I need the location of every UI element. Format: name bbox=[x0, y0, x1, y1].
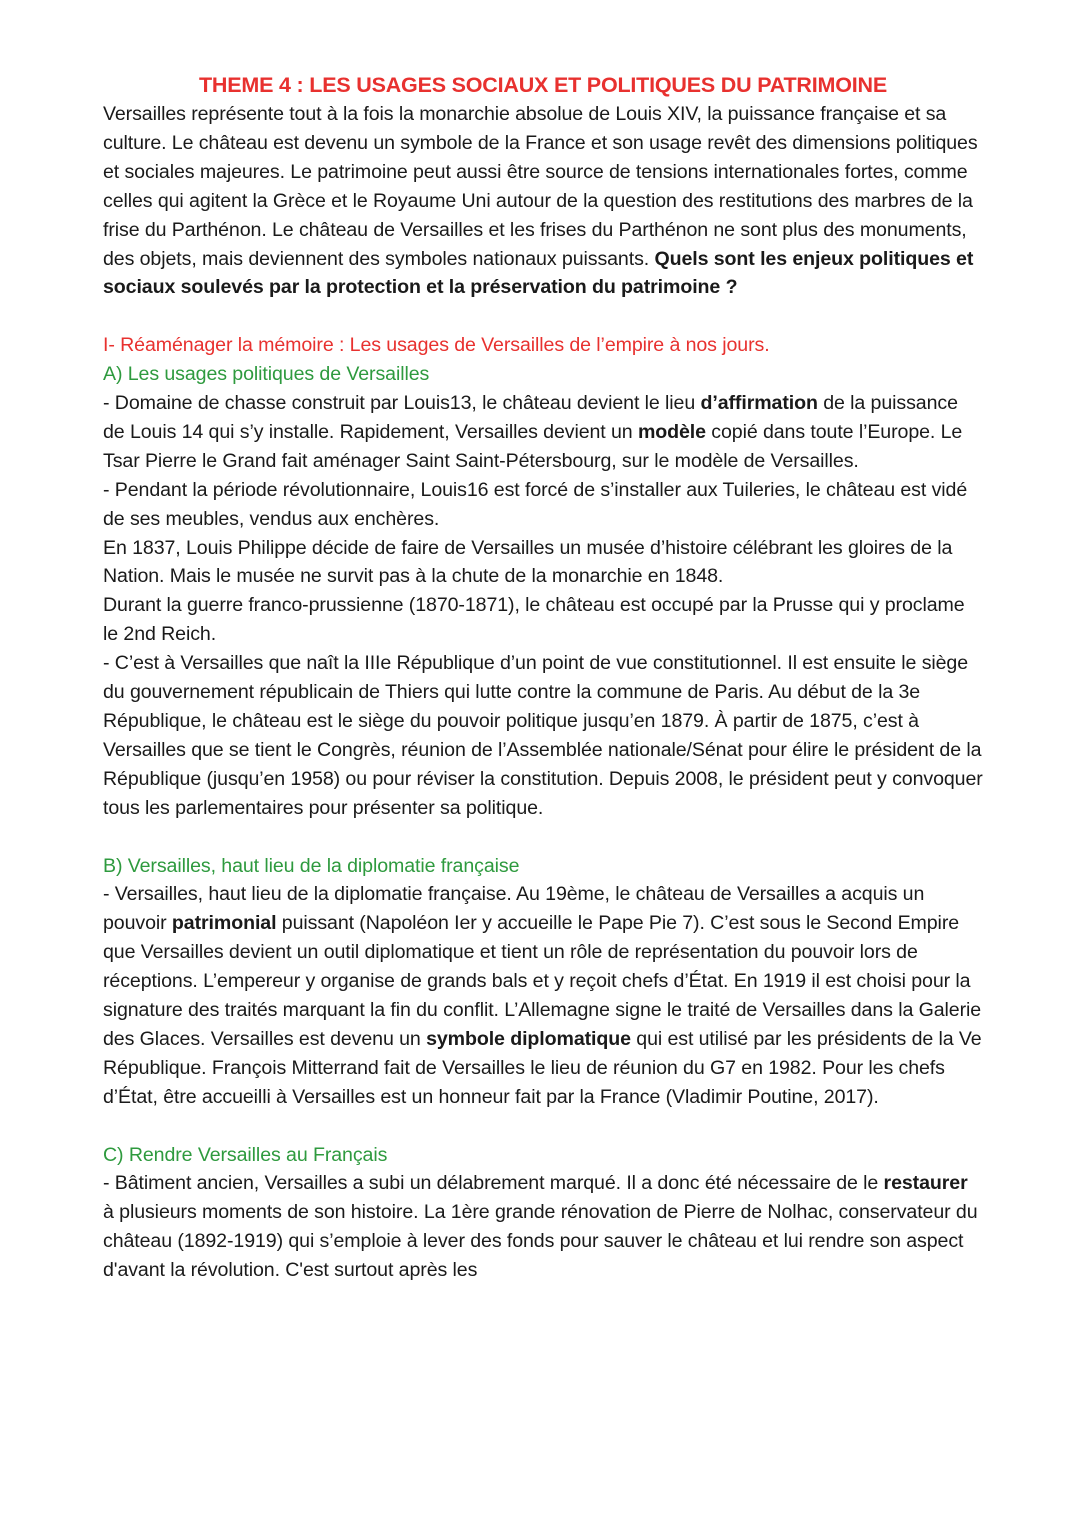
intro-paragraph bbox=[103, 100, 983, 302]
text-run: de la puissance de Louis 14 qui s’y installe. Rapidement, Versailles devient un bbox=[103, 392, 958, 443]
bold-term: patrimonial bbox=[171, 912, 277, 935]
spacer bbox=[103, 1112, 983, 1141]
spacer bbox=[103, 302, 983, 331]
text-run: copié dans toute l’Europe. Le Tsar Pierre le Grand fait aménager Saint Saint-Pétersbourg, sur le modèle de Versailles. bbox=[103, 420, 963, 472]
section-b-heading: B) Versailles, haut lieu de la diplomatie française bbox=[103, 854, 520, 877]
section-a-paragraph-4: Durant la guerre franco-prussienne (1870-1871), le château est occupé par la Prusse qui y proclame le 2nd Reich. bbox=[103, 594, 965, 646]
bold-term: modèle bbox=[637, 420, 706, 443]
bold-term: restaurer bbox=[883, 1172, 968, 1195]
text-run: - Versailles, haut lieu de la diplomatie française. Au 19ème, le château de Versailles a acquis un pouvoir bbox=[103, 883, 925, 935]
part-1-heading: I- Réaménager la mémoire : Les usages de Versailles de l’empire à nos jours. bbox=[103, 334, 770, 357]
section-a-paragraph-2: - Pendant la période révolutionnaire, Louis16 est forcé de s’installer aux Tuileries, le château est vidé de ses meubles, vendus aux enchères. bbox=[103, 478, 968, 530]
text-run: qui est utilisé par les présidents de la Ve République. François Mitterrand fait de Versailles le lieu de réunion du G7 en 1982. Pour les chefs d’État, être accueilli à Versailles est un honneur fait par la France (Vladimir Poutine, 2017). bbox=[103, 1027, 982, 1108]
section-a-paragraph-1 bbox=[103, 389, 983, 476]
document-page bbox=[103, 70, 983, 1285]
intro-question: Quels sont les enjeux politiques et sociaux soulevés par la protection et la préservation du patrimoine ? bbox=[103, 247, 974, 299]
text-run: à plusieurs moments de son histoire. La 1ère grande rénovation de Pierre de Nolhac, conservateur du château (1892-1919) qui s’emploie à lever des fonds pour sauver le château et lui rendre son aspect d'avant la révolution. C'est surtout après les bbox=[103, 1201, 978, 1282]
section-a-heading: A) Les usages politiques de Versailles bbox=[103, 363, 430, 386]
section-b-paragraph bbox=[103, 880, 983, 1111]
section-c-heading: C) Rendre Versailles au Français bbox=[103, 1143, 388, 1166]
bold-term: d’affirmation bbox=[700, 392, 818, 415]
intro-text: Versailles représente tout à la fois la monarchie absolue de Louis XIV, la puissance française et sa culture. Le château est devenu un symbole de la France et son usage revêt des dimensions politiques et sociales majeures. Le patrimoine peut aussi être source de tensions internationales fortes, comme celles qui agitent la Grèce et le Royaume Uni autour de la question des restitutions des marbres de la frise du Parthénon. Le château de Versailles et les frises du Parthénon ne sont plus des monuments, des objets, mais deviennent des symboles nationaux puissants. bbox=[103, 103, 978, 270]
text-run: puissant (Napoléon Ier y accueille le Pape Pie 7). C’est sous le Second Empire que Versailles devient un outil diplomatique et tient un rôle de représentation du pouvoir lors de réceptions. L’empereur y organise de grands bals et y reçoit chefs d’État. En 1919 il est choisi pour la signature des traités marquant la fin du conflit. L’Allemagne signe le traité de Versailles dans la Galerie des Glaces. Versailles est devenu un bbox=[103, 912, 982, 1050]
text-run: - Bâtiment ancien, Versailles a subi un délabrement marqué. Il a donc été nécessaire de le bbox=[103, 1172, 884, 1195]
bold-term: symbole diplomatique bbox=[426, 1027, 631, 1050]
section-c-paragraph bbox=[103, 1169, 983, 1285]
section-a-paragraph-3: En 1837, Louis Philippe décide de faire de Versailles un musée d’histoire célébrant les gloires de la Nation. Mais le musée ne survit pas à la chute de la monarchie en 1848. bbox=[103, 536, 953, 588]
document-title: THEME 4 : LES USAGES SOCIAUX ET POLITIQUES DU PATRIMOINE bbox=[198, 73, 887, 97]
section-a-paragraph-5: - C’est à Versailles que naît la IIIe République d’un point de vue constitutionnel. Il est ensuite le siège du gouvernement républicain de Thiers qui lutte contre la commune de Paris. Au début de la 3e République, le château est le siège du pouvoir politique jusqu’en 1879. À partir de 1875, c’est à Versailles que se tient le Congrès, réunion de l’Assemblée nationale/Sénat pour élire le président de la République (jusqu’en 1958) ou pour réviser la constitution. Depuis 2008, le président peut y convoquer tous les parlementaires pour présenter sa politique. bbox=[103, 652, 983, 819]
text-run: - Domaine de chasse construit par Louis13, le château devient le lieu bbox=[103, 392, 701, 415]
spacer bbox=[103, 823, 983, 852]
